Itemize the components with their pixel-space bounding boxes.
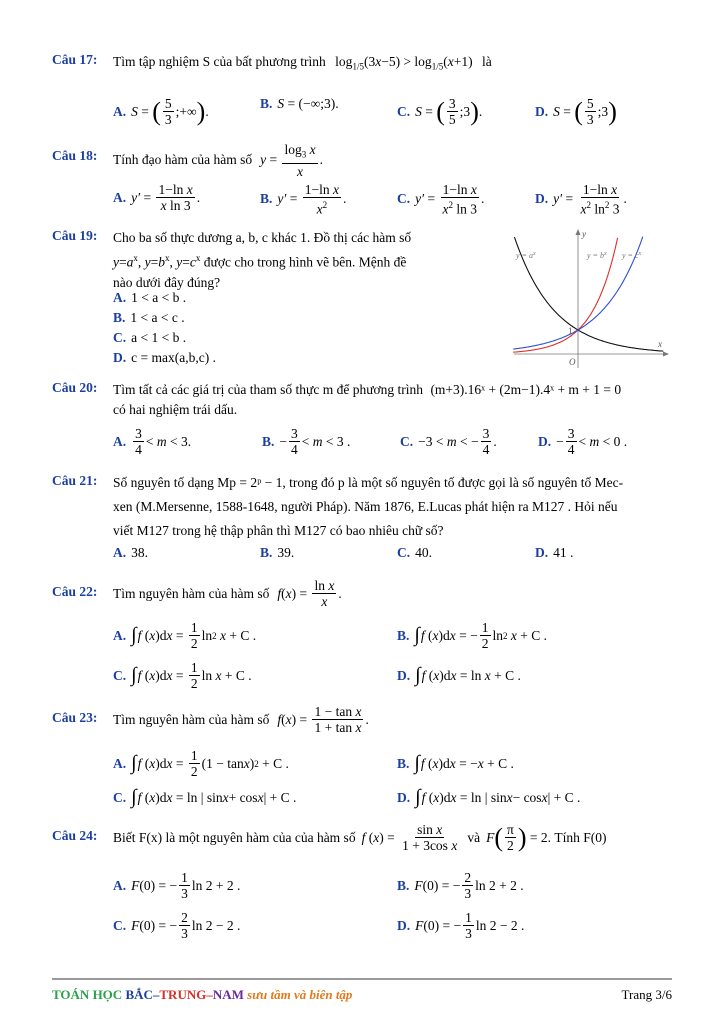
tick-one-label: 1	[568, 326, 573, 336]
exponential-graph	[510, 226, 670, 374]
question-18	[52, 142, 677, 218]
option-b[interactable]: B. y′ = $\frac{\text{1−ln x}}{x^2}$ .	[260, 182, 347, 217]
label-c: $y = c^x$	[622, 251, 642, 260]
option-d[interactable]: D. − $\frac{3}{4}$ < m < 0 .	[538, 426, 628, 457]
question-stem: Tìm nguyên hàm của hàm số f ( x ) = $\frac{\text{1 − tan x}}{\text{1 + tan x}}$ .	[113, 704, 369, 735]
question-label: Câu 24:	[52, 828, 98, 843]
option-d[interactable]: D. S = ( $\frac{5}{3}$ ;3 )	[535, 96, 617, 127]
option-a[interactable]: A. S = ( $\frac{5}{3}$ ;+∞ ) .	[113, 96, 209, 127]
option-c[interactable]: C. S = ( $\frac{3}{5}$ ;3 ) .	[397, 96, 483, 127]
question-label: Câu 17:	[52, 52, 98, 67]
option-c[interactable]: C. y′ = $\frac{\text{1−ln x}}{x^2 \ln 3}$ .	[397, 182, 485, 217]
option-b[interactable]: B. ∫ f ( x )d x = − x + C .	[397, 752, 514, 774]
option-a[interactable]: A. 1 < a < b .	[113, 290, 187, 305]
question-21	[52, 473, 677, 563]
option-a[interactable]: A. $\frac{3}{4}$ < m < 3.	[113, 426, 192, 457]
option-c[interactable]: C. −3 < m < − $\frac{3}{4}$ .	[400, 426, 497, 457]
option-c[interactable]: C. F (0) = − $\frac{2}{3}$ ln 2 − 2 .	[113, 910, 241, 941]
option-d[interactable]: D. 41 .	[535, 545, 574, 560]
option-a[interactable]: A. ∫ f ( x )d x = $\frac{1}{2}$ (1 − tan x ) 2 + C .	[113, 748, 289, 779]
question-stem: Biết F(x) là một nguyên hàm của của hàm số f ( x ) = $\frac{\text{sin x}}{\text{1 + 3cos x}}$ và F ( $\frac{\pi}{2}$ ) = 2. Tính F(0)	[113, 822, 607, 853]
question-label: Câu 22:	[52, 584, 98, 599]
question-24	[52, 822, 677, 948]
question-label: Câu 23:	[52, 710, 98, 725]
question-stem: Tìm nguyên hàm của hàm số f ( x ) = $\frac{\text{ln x}}{x}$ .	[113, 578, 342, 609]
option-a[interactable]: A. F (0) = − $\frac{1}{3}$ ln 2 + 2 .	[113, 870, 241, 901]
question-20	[52, 380, 677, 457]
option-a[interactable]: A. 38.	[113, 545, 148, 560]
question-17	[52, 52, 677, 132]
option-c[interactable]: C. ∫ f ( x )d x = ln | sin x + cos x | + C .	[113, 786, 297, 808]
option-c[interactable]: C. 40.	[397, 545, 432, 560]
question-label: Câu 20:	[52, 380, 98, 395]
option-c[interactable]: C. a < 1 < b .	[113, 330, 187, 345]
footer-divider	[52, 978, 672, 980]
y-axis-label: y	[582, 229, 586, 239]
question-label: Câu 21:	[52, 473, 98, 488]
option-b[interactable]: B. 39.	[260, 545, 295, 560]
option-d[interactable]: D. F (0) = − $\frac{1}{3}$ ln 2 − 2 .	[397, 910, 525, 941]
option-b[interactable]: B. S = (−∞;3).	[260, 96, 339, 111]
option-d[interactable]: D. ∫ f ( x )d x = ln x + C .	[397, 664, 521, 686]
option-b[interactable]: B. ∫ f ( x )d x = − $\frac{1}{2}$ ln 2 x + C .	[397, 620, 548, 651]
y-axis-arrow	[576, 229, 581, 235]
option-c[interactable]: C. ∫ f ( x )d x = $\frac{1}{2}$ ln x + C .	[113, 660, 252, 691]
question-label: Câu 18:	[52, 148, 98, 163]
option-a[interactable]: A. y′ = $\frac{\text{1−ln x}}{\text{x ln 3}}$ .	[113, 182, 201, 213]
question-stem: Tìm tất cả các giá trị của tham số thực m để phương trình (m+3).16ˣ + (2m−1).4ˣ + m + 1 = 0 có hai nghiệm trái dấu.	[113, 382, 622, 417]
question-stem: Tính đạo hàm của hàm số y = $\frac{\log_3 x}{x}$ .	[113, 142, 323, 179]
question-22	[52, 578, 677, 694]
question-stem: Cho ba số thực dương a, b, c khác 1. Đồ thị các hàm số $y=a^x$, $y=b^x$, $y=c^x$ được cho trong hình vẽ bên. Mệnh đề nào dưới đây đúng?	[113, 230, 412, 290]
option-b[interactable]: B. − $\frac{3}{4}$ < m < 3 .	[262, 426, 351, 457]
label-b: $y = b^x$	[587, 251, 607, 260]
label-a: $y = a^x$	[516, 251, 536, 260]
page-number: Trang 3/6	[621, 987, 672, 1002]
origin-label: O	[569, 357, 576, 367]
option-a[interactable]: A. ∫ f ( x )d x = $\frac{1}{2}$ ln 2 x + C .	[113, 620, 257, 651]
option-d[interactable]: D. c = max(a,b,c) .	[113, 350, 216, 365]
option-b[interactable]: B. F (0) = − $\frac{2}{3}$ ln 2 + 2 .	[397, 870, 524, 901]
option-d[interactable]: D. y′ = $\frac{\text{1−ln x}}{x^2 \ln^2 3}$ .	[535, 182, 627, 217]
x-axis-arrow	[663, 352, 669, 357]
option-b[interactable]: B. 1 < a < c .	[113, 310, 185, 325]
question-label: Câu 19:	[52, 228, 98, 243]
option-d[interactable]: D. ∫ f ( x )d x = ln | sin x − cos x | + C .	[397, 786, 581, 808]
inequality: $\log_{1/5}(3x-5) > \log_{1/5}(x+1)$	[335, 54, 473, 72]
footer-brand: TOÁN HỌC BẮC–TRUNG–NAM sưu tầm và biên tập	[52, 987, 353, 1002]
question-stem: Tìm tập nghiệm S của bất phương trình $\log_{1/5}(3x-5) > \log_{1/5}(x+1)$ là	[113, 54, 492, 72]
question-23	[52, 704, 677, 810]
x-axis-label: x	[658, 339, 662, 349]
question-stem: Số nguyên tố dạng Mp = 2ᵖ − 1, trong đó p là một số nguyên tố được gọi là số nguyên tố Mec- xen (M.Mersenne, 1588-1648, người Pháp). Năm 1876, E.Lucas phát hiện ra M127 . Hỏi nếu viết M127 trong hệ thập phân thì M127 có bao nhiêu chữ số?	[113, 475, 624, 538]
